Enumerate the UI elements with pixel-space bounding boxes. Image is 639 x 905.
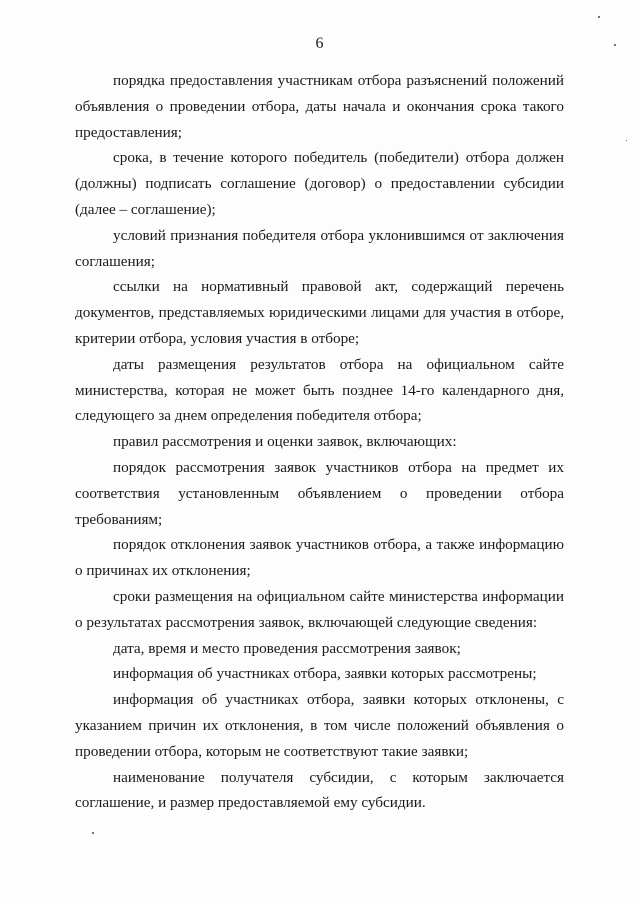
paragraph: информация об участниках отбора, заявки которых отклонены, с указанием причин их отклонения, в том числе положений объявления о проведении отбора, которым не соответствуют такие заявки; [75, 691, 564, 760]
scan-speck [626, 140, 627, 141]
paragraph: условий признания победителя отбора уклонившимся от заключения соглашения; [75, 226, 564, 270]
paragraph: срока, в течение которого победитель (победители) отбора должен (должны) подписать соглашение (договор) о предоставлении субсидии (далее – соглашение); [75, 149, 564, 218]
document-body [75, 68, 564, 816]
paragraph: порядок отклонения заявок участников отбора, а также информацию о причинах их отклонения; [75, 536, 564, 580]
paragraph: ссылки на нормативный правовой акт, содержащий перечень документов, представляемых юридическими лицами для участия в отборе, критерии отбора, условия участия в отборе; [75, 278, 564, 347]
paragraph: наименование получателя субсидии, с которым заключается соглашение, и размер предоставляемой ему субсидии. [75, 768, 564, 812]
scan-speck [598, 16, 600, 18]
scan-speck [92, 832, 94, 834]
paragraph: правил рассмотрения и оценки заявок, включающих: [113, 433, 457, 451]
paragraph: порядка предоставления участникам отбора разъяснений положений объявления о проведении отбора, даты начала и окончания срока такого предоставления; [75, 72, 564, 141]
page-number: 6 [315, 35, 324, 52]
paragraph: информация об участниках отбора, заявки которых рассмотрены; [113, 665, 537, 683]
paragraph: порядок рассмотрения заявок участников отбора на предмет их соответствия установленным объявлением о проведении отбора требованиям; [75, 458, 564, 528]
paragraph: дата, время и место проведения рассмотрения заявок; [113, 639, 461, 657]
paragraph: даты размещения результатов отбора на официальном сайте министерства, которая не может быть позднее 14-го календарного дня, следующего за днем определения победителя отбора; [75, 355, 564, 425]
paragraph: сроки размещения на официальном сайте министерства информации о результатах рассмотрения заявок, включающей следующие сведения: [75, 587, 564, 631]
scan-speck [614, 44, 616, 46]
